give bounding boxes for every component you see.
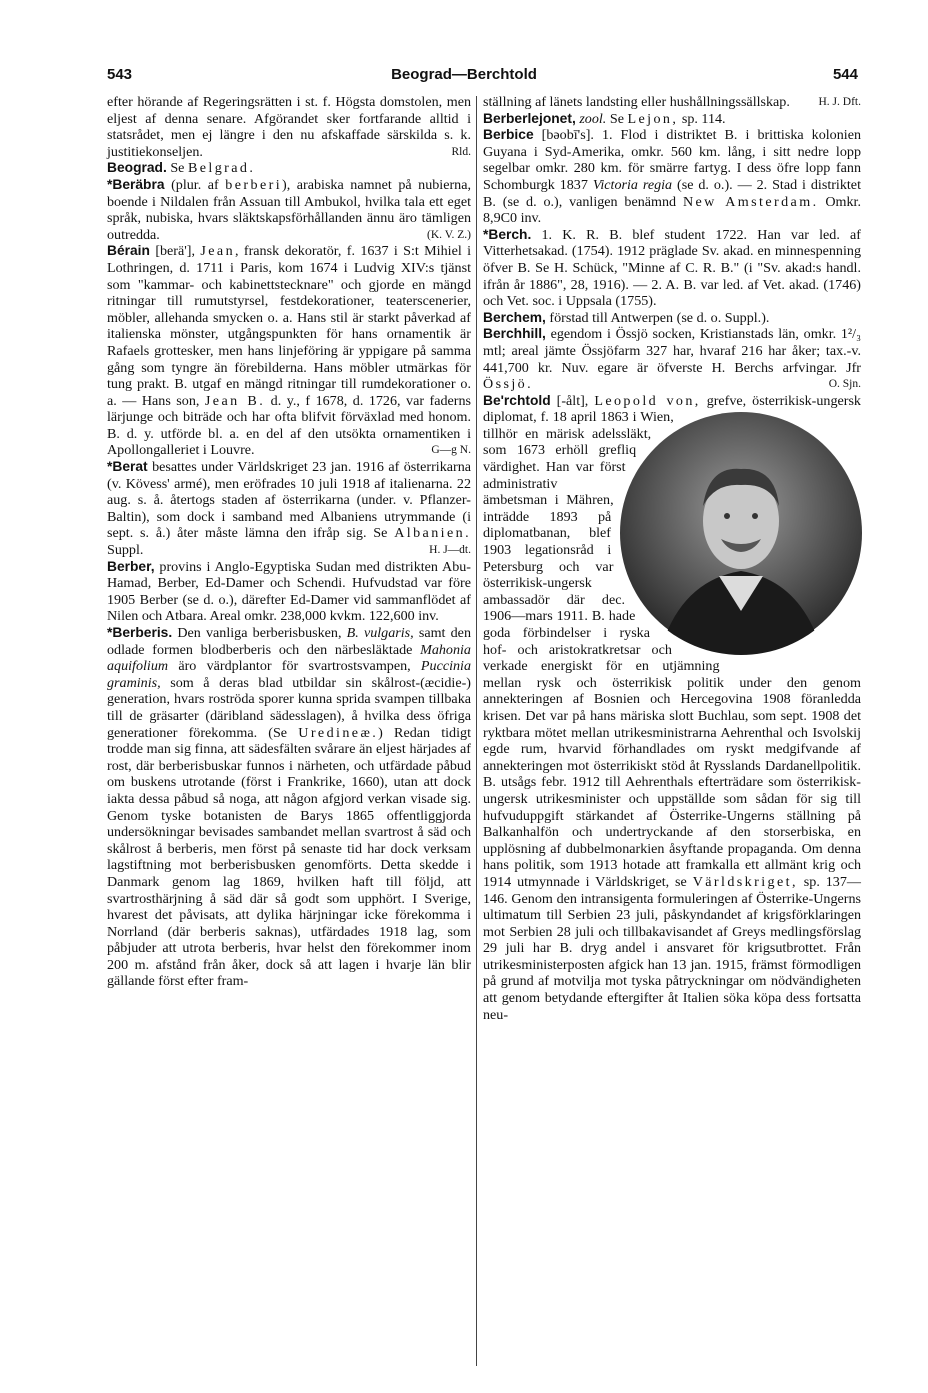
entry-berberlejonet: Berberlejonet, zool. Se Lejon, sp. 114.	[483, 110, 726, 127]
signature: H. J—dt.	[429, 544, 471, 557]
headword: Be'rchtold	[483, 392, 551, 408]
entry-berch: *Berch. 1. K. R. B. blef student 1722. Han var led. af Vitterhetsakad. (1754). 1912 präglade Sv. akad. en minnespenning öfver B. Se H. Schück, "Minne af C. R. B." (i "Sv. akad:s handl. ifrån år 1886", 28, 1916). — 2. A. B. var led. af Vet. akad. (1746) och Vet. soc. i Uppsala (1755).	[483, 226, 861, 310]
entry-continuation: ställning af länets landsting eller hushållningssällskap. H. J. Dft.	[483, 94, 861, 110]
headword: Berchhill,	[483, 326, 546, 342]
headword: *Berberis.	[107, 625, 173, 640]
entry-berchhill: Berchhill, egendom i Össjö socken, Kristianstads län, omkr. 1²/₃ mtl; areal jämte Össjöfarm 327 har, hvaraf 216 har åker; tax.-v. 441,700 kr. Nuv. egare är öfverste H. Berchs arfvingar. Jfr Össjö. O. Sjn.	[483, 326, 861, 393]
headword: Bérain	[107, 243, 150, 259]
headword: Beograd.	[107, 160, 167, 176]
headword: *Berat	[107, 459, 148, 475]
entry-berber: Berber, provins i Anglo-Egyptiska Sudan med distrikten Abu-Hamad, Berber, Ed-Damer och Schendi. Hufvudstad var före 1905 Berber (se d. o.), därefter Ed-Damer vid sammanflödet af Nilen och Atbara. Areal omkr. 238,000 kvkm. 122,600 inv.	[107, 558, 471, 625]
signature: Rld.	[451, 145, 471, 158]
entry-berchtold: Be'rchtold [-ålt], Leopold von, grefve, österrikisk-ungersk diplomat, f. 18 april 1863 i Wien, tillhör en märisk adelssläkt, som 1673 erhöll grefliq värdighet. Han var först administrativ ämbetsman i Mähren, inträdde 1893 på diplomatbanan, blef 1903 legationsråd i Petersburg och var österrikisk-ungersk ambassadör där dec. 1906—mars 1911. B. hade goda förbindelser i ryska hof- och aristokratkretsar och verkade energiskt för en utjämning mellan rysk och österrikisk politik under den genom annekteringen af Bosnien och Hercegovina 1908 föranledda krisen. Det var på hans märiska slott Buchlau, som sept. 1908 det ryktbara mötet mellan utrikesministrarna Aehrenthal och Isvolskij egde rum, hvarvid förhandlades om ryskt medgifvande af annekteringen mot österrikiskt stöd åt Rysslands Dardanellpolitik. B. utsågs febr. 1912 till Aehrenthals efterträdare som österrikisk-ungersk utrikesminister och uppställde som sådan för sig till hufvuduppgift stärkandet af Österrike-Ungerns ställning på Balkanhalfön och undertryckande af den storserbiska, en upplösning af dubbelmonarkien åsyftande propaganda. Om denna hans politik, som 1913 hotade att framkalla ett allmänt krig och 1914 utmynnade i Världskriget, se Världskriget, sp. 137—146. Genom den intransigenta formuleringen af Österrike-Ungerns ultimatum till Serbien 23 juli, påskyndandet af krigsförklaringen mot Serbien 28 juli och tillbakavisandet af Greys medlingsförslag 29 juli har B. dryg andel i ansvaret för krigsutbrottet. Från utrikesministerposten afgick han 13 jan. 1915, främst förmodligen på grund af motvilja mot tyska påtryckningar om nödvändigheten att genom betydande eftergifter åt Italien söka köpa dess fortsatta neu-	[483, 392, 861, 1023]
page-number-left: 543	[107, 66, 133, 83]
right-column	[483, 94, 861, 1023]
headword: Berbice	[483, 127, 534, 143]
entry-berchem: Berchem, förstad till Antwerpen (se d. o. Suppl.).	[483, 309, 770, 326]
entry-berbice: Berbice [bəobī's]. 1. Flod i distriktet B. i brittiska kolonien Guyana i Syd-Amerika, omkr. 560 km. lång, i sitt nedre lopp segelbar omkr. 280 km. för smärre fartyg. I dess öfre lopp fann Schomburgk 1837 Victoria regia (se d. o.). — 2. Stad i distriktet B. (se d. o.), vanligen benämnd New Amsterdam. Omkr. 8,9C0 inv.	[483, 127, 861, 227]
left-column	[107, 94, 471, 990]
entry-berberis: *Berberis. Den vanliga berberisbusken, B. vulgaris, samt den odlade formen blodberberis och den närbesläktade Mahonia aquifolium äro värdplantor för svartrostsvampen, Puccinia graminis, som å deras blad utbildar sin skålrost-(æcidie-) generation, hvars roströda sporer kunna sprida svampen tillbaka till de gräsarter (däribland sädesslagen), å hvilka dess öfriga generationer förekomma. (Se Uredineæ.) Redan tidigt trodde man sig finna, att sädesfälten svårare än eljest härjades af rost, där berberisbuskar funnos i närheten, och utfärdade påbud om buskens utrotande (först i Frankrike, 1660), utan att dock iakta dessa påbud så noga, att någon afgjord verkan visade sig. Genom tyske botanisten de Barys 1865 offentliggjorda undersökningar bevisades sambandet mellan svartrost å säd och skålrost å berberis, men först på senaste tid har dock verksam lagstiftning mot berberisbusken genomförts. Detta skedde i Danmark genom lag 1869, hvilken haft till följd, att svartrosthärjning å säd där så godt som upphört. I Sverige, hvarest det påvisats, att dylika härjningar icke förekomma i Norrland (där berberis saknas), utfärdades 1918 lag, som påbjuder att utrota berberis, hvar helst den förekommer inom 200 m. afstånd från åker, dock så att lagen i hvarje län blir gällande först efter fram-	[107, 625, 472, 990]
headword: *Berch.	[483, 226, 532, 242]
signature: O. Sjn.	[828, 378, 861, 391]
entry-berain: Bérain [berä'], Jean, fransk dekoratör, f. 1637 i S:t Mihiel i Lothringen, d. 1711 i Paris, kom 1674 i Ludvig XIV:s tjänst som "kammar- och kabinettstecknare" och gjorde en mängd ritningar till rumutstyrsel, festdekorationer, teaterscenerier, möbler, allehanda smycken o. a. Hans stil är starkt påverkad af italienska mönster, utgångspunkten för hans ornamentik är Rafaels grottesker, men hans linjeföring är yppigare på samma gång som tyngre än förebilderna. Hans möbler utmärkas för tung prakt. B. utgaf en mängd ritningar till rumdekorationer o. a. — Hans son, Jean B. d. y., f 1678, d. 1726, var faderns lärjunge och biträde och har ofta blifvit förväxlad med honom. B. d. y. utförde bl. a. en del af den utsökta ornamentiken i Apollongalleriet i Louvre. G—g N.	[107, 243, 471, 459]
portrait-photo-icon	[619, 411, 863, 655]
column-divider	[476, 96, 477, 1366]
headword: Berberlejonet,	[483, 110, 576, 126]
headword: Berchem,	[483, 309, 546, 325]
signature: G—g N.	[431, 444, 471, 457]
signature: (K. V. Z.)	[427, 228, 471, 241]
signature: H. J. Dft.	[818, 96, 861, 108]
entry-berabra: *Beräbra (plur. af berberi), arabiska namnet på nubierna, boende i Nildalen från Assuan till Ambukol, hvilka tala ett eget språk, nubiska, hvars släktskapsförhållanden ännu äro tämligen outredda. (K. V. Z.)	[107, 176, 471, 243]
headword: *Beräbra	[107, 176, 165, 192]
entry-continuation: efter hörande af Regeringsrätten i st. f. Högsta domstolen, men eljest af denna senare. Afgörandet sker fortfarande alltid i statsrådet, men ej längre i den nu afskaffade särskilda s. k. justitiekonseljen. Rld.	[107, 94, 471, 160]
headword: Berber,	[107, 558, 155, 574]
entry-beograd: Beograd. Se Belgrad.	[107, 160, 256, 177]
entry-berat: *Berat besattes under Världskriget 23 jan. 1916 af österrikarna (v. Kövess' armé), men eröfrades 10 juli 1918 af italienarna. 22 aug. s. å. återtogs staden af österrikarna (under. v. Pflanzer-Baltin), som dock i samband med Albaniens utrymmande (i sept. s. å.) åter måste lämna den ifråp sig. Se Albanien. Suppl. H. J—dt.	[107, 459, 471, 559]
running-head: Beograd—Berchtold	[391, 66, 537, 83]
page-number-right: 544	[832, 66, 858, 83]
